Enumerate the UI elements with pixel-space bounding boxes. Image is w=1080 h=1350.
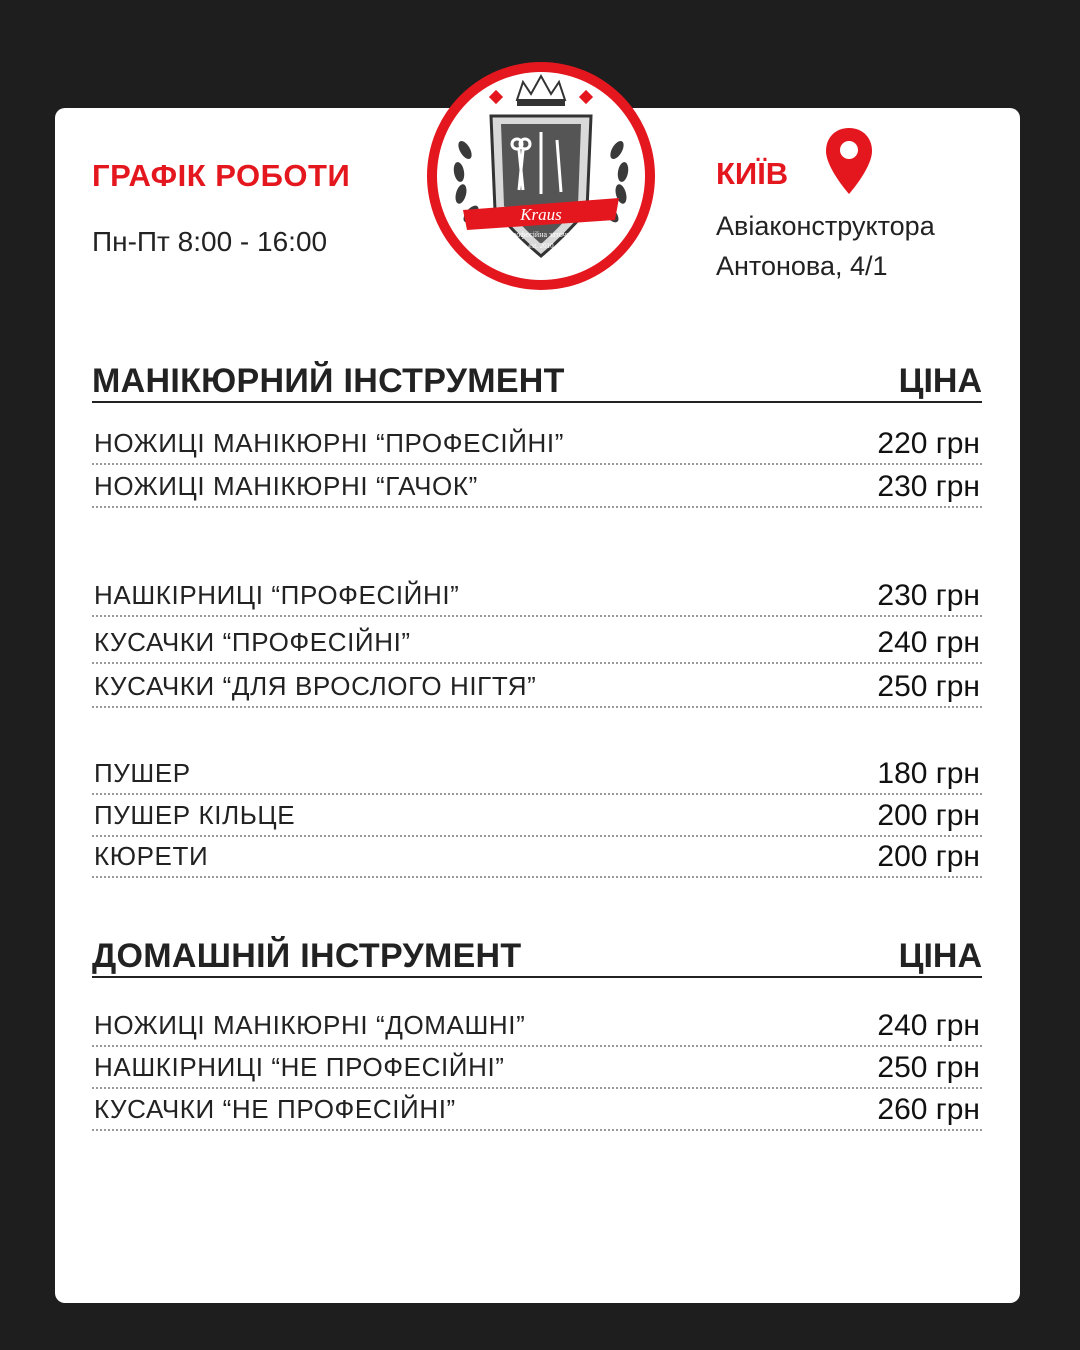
price-row: [92, 423, 982, 465]
price-row: [92, 575, 982, 617]
item-name: КУСАЧКИ “ПРОФЕСІЙНІ”: [94, 627, 411, 657]
section-title: МАНІКЮРНИЙ ІНСТРУМЕНТ: [92, 362, 573, 401]
kraus-logo: [425, 60, 657, 292]
item-name: НОЖИЦІ МАНІКЮРНІ “ПРОФЕСІЙНІ”: [94, 428, 564, 458]
item-price: 250 грн: [877, 1051, 980, 1084]
price-row: [92, 466, 982, 508]
item-name: НОЖИЦІ МАНІКЮРНІ “ГАЧОК”: [94, 471, 478, 501]
city-label: КИЇВ: [716, 156, 789, 191]
item-name: НАШКІРНИЦІ “ПРОФЕСІЙНІ”: [94, 580, 460, 610]
item-name: ПУШЕР КІЛЬЦЕ: [94, 800, 296, 830]
logo-est: est. 2010: [528, 242, 554, 250]
item-price: 200 грн: [877, 799, 980, 832]
item-name: КУСАЧКИ “НЕ ПРОФЕСІЙНІ”: [94, 1094, 456, 1124]
item-price: 240 грн: [877, 626, 980, 659]
item-price: 230 грн: [877, 470, 980, 503]
address: [716, 206, 1016, 286]
price-row: [92, 622, 982, 664]
item-name: НАШКІРНИЦІ “НЕ ПРОФЕСІЙНІ”: [94, 1052, 505, 1082]
item-name: НОЖИЦІ МАНІКЮРНІ “ДОМАШНІ”: [94, 1010, 526, 1040]
item-price: 240 грн: [877, 1009, 980, 1042]
price-row: [92, 836, 982, 878]
section-header-home: [92, 936, 982, 978]
item-price: 220 грн: [877, 427, 980, 460]
location-pin-icon: [824, 126, 874, 196]
price-row: [92, 666, 982, 708]
item-price: 260 грн: [877, 1093, 980, 1126]
logo-name: Kraus: [520, 205, 562, 224]
price-row: [92, 1047, 982, 1089]
section-title: ДОМАШНІЙ ІНСТРУМЕНТ: [92, 937, 529, 976]
logo-tagline: професійна заточка: [507, 230, 575, 239]
price-row: [92, 1089, 982, 1131]
price-column-header: ЦІНА: [891, 362, 982, 401]
item-price: 180 грн: [877, 757, 980, 790]
price-column-header: ЦІНА: [891, 937, 982, 976]
address-line-2: Антонова, 4/1: [716, 251, 888, 281]
price-row: [92, 795, 982, 837]
item-name: КУСАЧКИ “ДЛЯ ВРОСЛОГО НІГТЯ”: [94, 671, 537, 701]
item-price: 250 грн: [877, 670, 980, 703]
price-row: [92, 1005, 982, 1047]
item-price: 200 грн: [877, 840, 980, 873]
schedule-hours: Пн-Пт 8:00 - 16:00: [92, 226, 328, 257]
price-row: [92, 753, 982, 795]
item-name: ПУШЕР: [94, 758, 191, 788]
item-name: КЮРЕТИ: [94, 841, 209, 871]
item-price: 230 грн: [877, 579, 980, 612]
section-header-manicure: [92, 361, 982, 403]
address-line-1: Авіаконструктора: [716, 211, 935, 241]
schedule-title: ГРАФІК РОБОТИ: [92, 158, 351, 193]
